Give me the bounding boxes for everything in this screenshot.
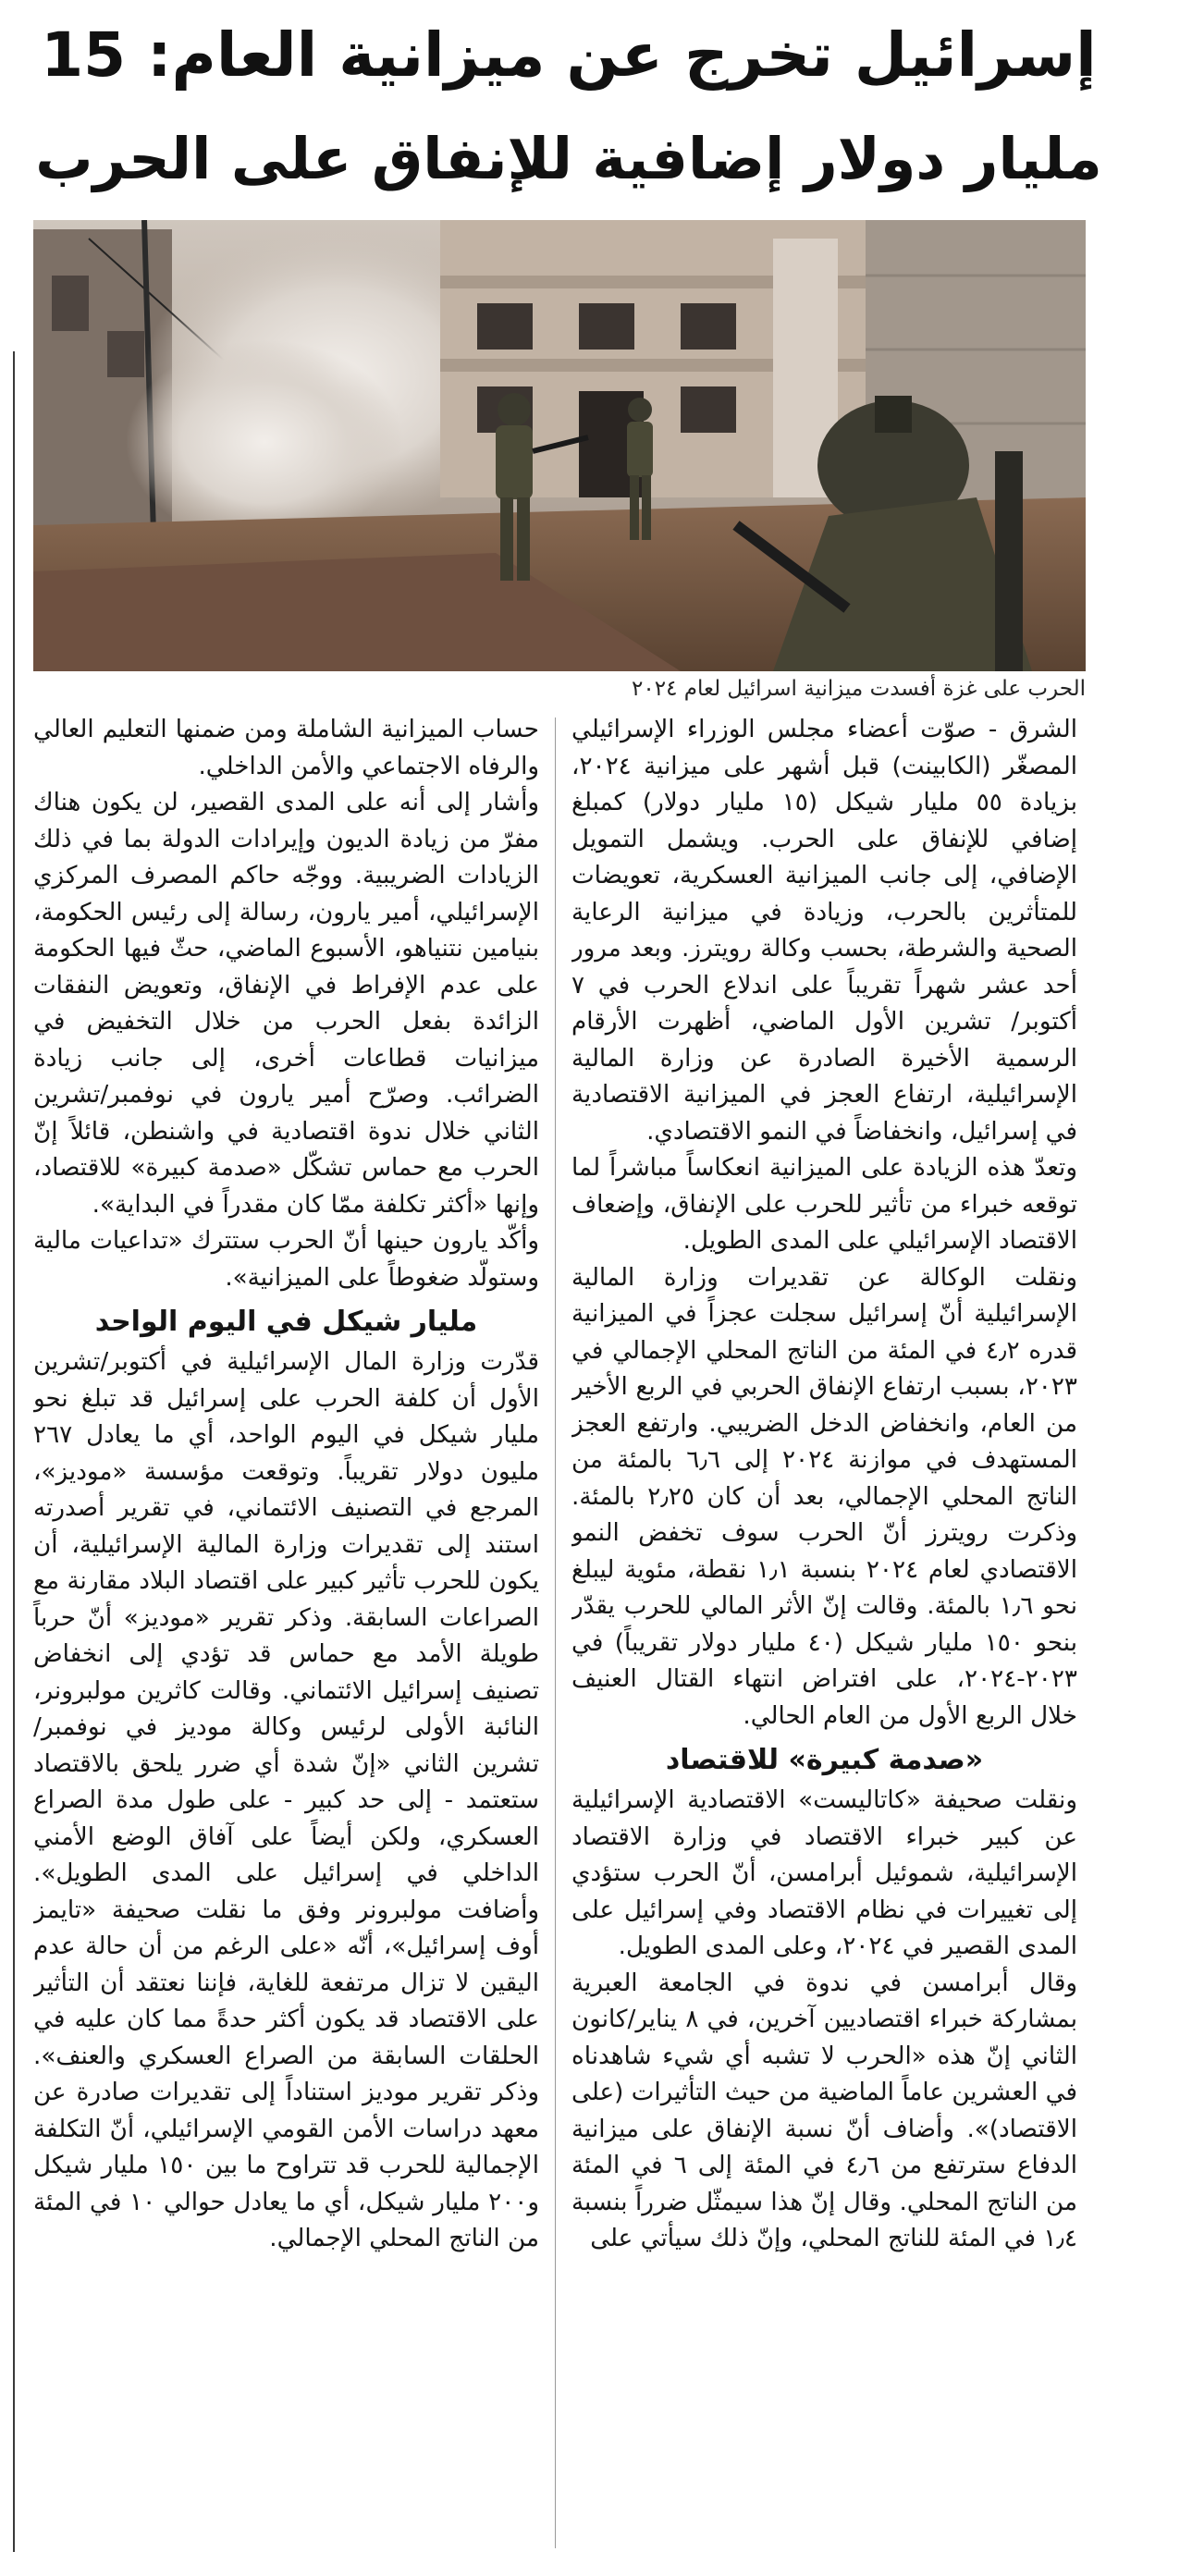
article-paragraph: وقال أبرامسن في ندوة في الجامعة العبرية بمشاركة خبراء اقتصاديين آخرين، في ٨ يناير/كانون الثاني إنّ هذه «الحرب لا تشبه أي شيء شاهدناه في العشرين عاماً الماضية من حيث التأثيرات (على الاقتصاد)». وأضاف أنّ نسبة الإنفاق على ميزانية الدفاع سترتفع من ٤٫٦ في المئة إلى ٦ في المئة من الناتج المحلي. وقال إنّ هذا سيمثّل ضرراً بنسبة ١٫٤ في المئة للناتج المحلي، وإنّ ذلك سيأتي على [571, 1969, 1077, 2252]
subheading: مليار شيكل في اليوم الواحد [94, 1306, 478, 1338]
article-paragraph: وتعدّ هذه الزيادة على الميزانية انعكاساً مباشراً لما توقعه خبراء من تأثير للحرب على الإنفاق، وإضعاف الاقتصاد الإسرائيلي على المدى الطويل. [571, 1154, 1077, 1255]
column-divider [555, 718, 556, 2548]
article-paragraph: حساب الميزانية الشاملة ومن ضمنها التعليم العالي والرفاه الاجتماعي والأمن الداخلي. [33, 716, 539, 780]
article-column-left [33, 712, 539, 2552]
article-column-right [571, 712, 1077, 2552]
article-paragraph: الشرق - صوّت أعضاء مجلس الوزراء الإسرائيلي المصغّر (الكابينت) قبل أشهر على ميزانية ٢٠٢٤، بزيادة ٥٥ مليار شيكل (١٥ مليار دولار) كمبلغ إضافي للإنفاق على الحرب. ويشمل التمويل الإضافي، إلى جانب الميزانية العسكرية، تعويضات للمتأثرين بالحرب، وزيادة في ميزانية الرعاية الصحية والشرطة، بحسب وكالة رويترز. وبعد مرور أحد عشر شهراً تقريباً على اندلاع الحرب في ٧ أكتوبر/ تشرين الأول الماضي، أظهرت الأرقام الرسمية الأخيرة الصادرة عن وزارة المالية الإسرائيلية، ارتفاع العجز في الميزانية الاقتصادية في إسرائيل، وانخفاضاً في النمو الاقتصادي. [571, 716, 1077, 1146]
headline-line-2: مليار دولار إضافية للإنفاق على الحرب [35, 125, 1102, 192]
article-paragraph: ونقلت الوكالة عن تقديرات وزارة المالية الإسرائيلية أنّ إسرائيل سجلت عجزاً في الميزانية قدره ٤٫٢ في المئة من الناتج المحلي الإجمالي في ٢٠٢٣، بسبب ارتفاع الإنفاق الحربي في الربع الأخير من العام، وانخفاض الدخل الضريبي. وارتفع العجز المستهدف في موازنة ٢٠٢٤ إلى ٦٫٦ بالمئة من الناتج المحلي الإجمالي، بعد أن كان ٢٫٢٥ بالمئة. وذكرت رويترز أنّ الحرب سوف تخفض النمو الاقتصادي لعام ٢٠٢٤ بنسبة ١٫١ نقطة، مئوية ليبلغ نحو ١٫٦ بالمئة. وقالت إنّ الأثر المالي للحرب يقدّر بنحو ١٥٠ مليار شيكل (٤٠ مليار دولار تقريباً) في ٢٠٢٣-٢٠٢٤، على افتراض انتهاء القتال العنيف خلال الربع الأول من العام الحالي. [571, 1263, 1077, 1730]
page-edge-line [13, 351, 15, 2552]
article-paragraph: وأشار إلى أنه على المدى القصير، لن يكون هناك مفرّ من زيادة الديون وإيرادات الدولة بما في ذلك الزيادات الضريبية. ووجّه حاكم المصرف المركزي الإسرائيلي، أمير يارون، رسالة إلى رئيس الحكومة، بنيامين نتنياهو، الأسبوع الماضي، حثّ فيها الحكومة على عدم الإفراط في الإنفاق، وتعويض النفقات الزائدة بفعل الحرب من خلال التخفيض في ميزانيات قطاعات أخرى، إلى جانب زيادة الضرائب. وصرّح أمير يارون في نوفمبر/تشرين الثاني خلال ندوة اقتصادية في واشنطن، قائلاً إنّ الحرب مع حماس تشكّل «صدمة كبيرة» للاقتصاد، وإنها «أكثر تكلفة ممّا كان مقدراً في البداية». [33, 789, 539, 1219]
article-paragraph: قدّرت وزارة المال الإسرائيلية في أكتوبر/تشرين الأول أن كلفة الحرب على إسرائيل قد تبلغ نحو مليار شيكل في اليوم الواحد، أي ما يعادل ٢٦٧ مليون دولار تقريباً. وتوقعت مؤسسة «موديز»، المرجع في التصنيف الائتماني، في تقرير أصدرته استند إلى تقديرات وزارة المالية الإسرائيلية، أن يكون للحرب تأثير كبير على اقتصاد البلاد مقارنة مع الصراعات السابقة. وذكر تقرير «موديز» أنّ حرباً طويلة الأمد مع حماس قد تؤدي إلى انخفاض تصنيف إسرائيل الائتماني. وقالت كاثرين مولبرونر، النائبة الأولى لرئيس وكالة موديز في نوفمبر/تشرين الثاني «إنّ شدة أي ضرر يلحق بالاقتصاد ستعتمد - إلى حد كبير - على طول مدة الصراع العسكري، ولكن أيضاً على آفاق الوضع الأمني الداخلي في إسرائيل على المدى الطويل». وأضافت مولبرونر وفق ما نقلت صحيفة «تايمز أوف إسرائيل»، أنّه «على الرغم من أن حالة عدم اليقين لا تزال مرتفعة للغاية، فإننا نعتقد أن التأثير على الاقتصاد قد يكون أكثر حدةً مما كان عليه في الحلقات السابقة من الصراع العسكري والعنف». وذكر تقرير موديز استناداً إلى تقديرات صادرة عن معهد دراسات الأمن القومي الإسرائيلي، أنّ التكلفة الإجمالية للحرب قد تتراوح ما بين ١٥٠ مليار شيكل و٢٠٠ مليار شيكل، أي ما يعادل حوالي ١٠ في المئة من الناتج المحلي الإجمالي. [33, 1348, 539, 2252]
article-paragraph: ونقلت صحيفة «كاتاليست» الاقتصادية الإسرائيلية عن كبير خبراء الاقتصاد في وزارة الاقتصاد الإسرائيلية، شموئيل أبرامسن، أنّ الحرب ستؤدي إلى تغييرات في نظام الاقتصاد وفي إسرائيل على المدى القصير في ٢٠٢٤، وعلى المدى الطويل. [571, 1786, 1077, 1960]
photo-caption: الحرب على غزة أفسدت ميزانية اسرائيل لعام ٢٠٢٤ [632, 677, 1086, 701]
headline-line-1: إسرائيل تخرج عن ميزانية العام: 15 [41, 19, 1097, 91]
soldiers-in-gaza-street-photo [33, 220, 1086, 671]
subheading: «صدمة كبيرة» للاقتصاد [665, 1744, 984, 1776]
article-paragraph: وأكّد يارون حينها أنّ الحرب ستترك «تداعيات مالية وستولّد ضغوطاً على الميزانية». [33, 1227, 539, 1292]
